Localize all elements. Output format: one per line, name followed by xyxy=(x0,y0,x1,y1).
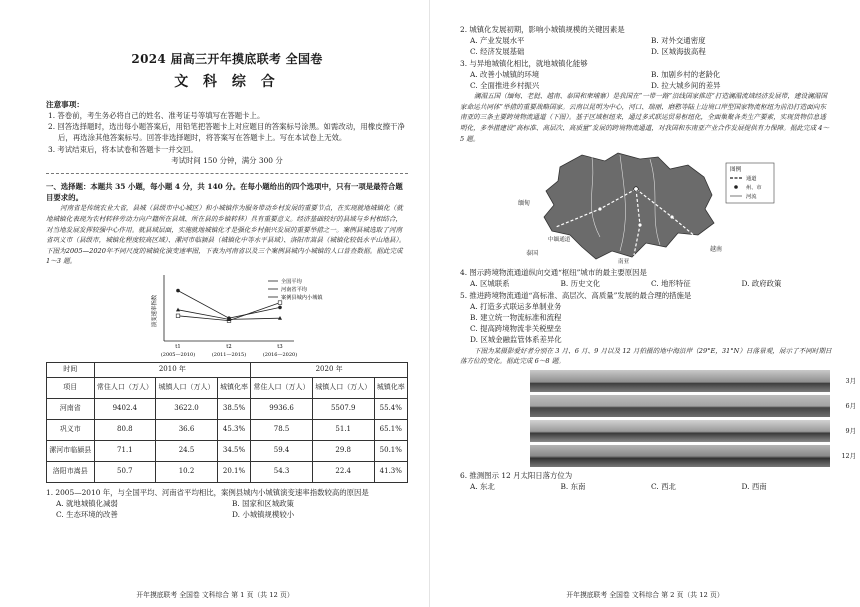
legend-label: 河南省平均 xyxy=(281,286,307,293)
option-d[interactable]: D. 区城海拔高程 xyxy=(651,47,706,57)
option-a[interactable]: A. 东北 xyxy=(470,482,495,491)
option-d[interactable]: D. 小城镇规模较小 xyxy=(232,510,295,520)
option-a[interactable]: A. 区城联系 xyxy=(470,279,510,289)
table-cell: 45.3% xyxy=(217,419,250,440)
table-cell: 36.6 xyxy=(156,419,218,440)
photo-label: 9月 xyxy=(845,426,856,435)
table-cell: 80.8 xyxy=(94,419,156,440)
table-cell: 29.8 xyxy=(312,440,374,461)
table-subheader-cell: 常住人口（万人） xyxy=(251,377,313,398)
x-period-label: (2016—2020) xyxy=(262,351,298,358)
option-b[interactable]: B. 加剧乡村的老龄化 xyxy=(651,69,721,79)
question-5-stem: 5. 推进跨境物流通道“高标准、高层次、高质量”发展的最合理的措施是 xyxy=(460,290,692,300)
page-footer: 开年摸底联考 全国卷 文科综合 第 1 页（共 12 页） xyxy=(136,591,294,599)
option-d[interactable]: D. 西南 xyxy=(741,482,767,491)
notice-item-3: 3. 考试结束后，将本试卷和答题卡一并交回。 xyxy=(48,144,198,154)
table-cell: 38.5% xyxy=(217,398,250,419)
legend-label: 全国平均 xyxy=(281,278,302,285)
table-cell: 22.4 xyxy=(312,461,374,482)
x-tick-label: t2 xyxy=(226,343,232,350)
option-b[interactable]: B. 国家和区城政策 xyxy=(232,499,294,509)
legend-item: 河流 xyxy=(746,194,757,201)
x-tick-label: t1 xyxy=(175,343,181,350)
data-point xyxy=(227,316,231,320)
sunset-photo-september xyxy=(530,420,856,442)
table-row xyxy=(47,440,408,461)
table-cell: 巩义市 xyxy=(47,419,95,440)
table-cell: 5507.9 xyxy=(312,398,374,419)
passage-1: 河南省是传统农业大省，县城（县级市中心城区）和小城镇作为服务带动乡村发展的重要节点，在实现就地城镇化（就地城镇化表现为农村转移劳动力向户籍所在县域、所在县的乡镇转移）具有重要意义。经济基础较好的县域与乡村相结合，对当地发展发挥较强中心作用。就县域层面，实施就地城镇化才是强化乡村振兴发展的重要举措之一。案例县城选取了河南省巩义市（县级市，城镇化程度较高区域）、漯河市临颍县（城镇化中等水平县域）、洛阳市嵩县（城镇化较低水平山地县）。下图为2005—2020年不同尺度的城镇化演变速率图，下表为河南省以及三个案例县城内小城镇的人口普查数据。据此完成 1～3 题。 xyxy=(46,204,406,266)
table-cell: 河南省 xyxy=(47,398,95,419)
option-c[interactable]: C. 西北 xyxy=(651,482,676,491)
data-point xyxy=(176,308,180,312)
map-label-thailand: 泰国 xyxy=(526,250,539,258)
section-title: 一、选择题：本题共 35 小题，每小题 4 分，共 140 分。在每小题给出的四个选项中，只有一项是最符合题目要求的。 xyxy=(46,182,403,203)
page-footer: 开年摸底联考 全国卷 文科综合 第 2 页（共 12 页） xyxy=(566,591,724,599)
photo-label: 6月 xyxy=(845,401,856,410)
data-point xyxy=(176,289,180,293)
table-cell: 71.1 xyxy=(94,440,156,461)
question-3-options xyxy=(460,69,832,91)
option-c[interactable]: C. 生态环境的改善 xyxy=(56,510,118,520)
table-cell: 9402.4 xyxy=(94,398,156,419)
logistics-map xyxy=(500,147,790,265)
map-label-channel: 中缅通道 xyxy=(548,237,571,244)
population-table xyxy=(46,362,408,483)
table-cell: 10.2 xyxy=(156,461,218,482)
question-2-stem: 2. 城镇化发展初期，影响小城镇规模的关键因素是 xyxy=(460,25,625,34)
map-label-myanmar: 缅甸 xyxy=(518,200,531,208)
table-subheader-row xyxy=(47,377,408,398)
city-marker xyxy=(598,208,601,211)
table-cell: 55.4% xyxy=(374,398,407,419)
table-cell: 54.3 xyxy=(251,461,313,482)
data-point xyxy=(176,314,180,318)
notice-heading: 注意事项： xyxy=(46,100,84,109)
question-2-options xyxy=(460,35,832,57)
y-axis-label: 演变速率指数 xyxy=(152,294,158,328)
city-kunming xyxy=(634,187,638,191)
passage-2: 澜湄五国（缅甸、老挝、越南、泰国和柬埔寨）是我国在“一带一路”沿线国家推进“打造澜湄流域经济发展带，建设澜湄国家命运共同体”举措的重要战略国家。云南以昆明为中心，河口、瑞丽、磨憨等陆上边境口岸型国家物流枢纽为前沿打造面向东南亚的三条主要跨境物流通道（下图）。基于区域枢纽来，通过多式联运贸易枢纽化，全面集聚各类生产要素，实现货物信息透明化，多举措建设“高标准、高层次、高质量”发展的跨境物流通道，对我国和东南亚产业合作发展提供有力保障。据此完成 4～5 题。 xyxy=(460,92,830,143)
table-cell: 34.5% xyxy=(217,440,250,461)
option-c[interactable]: C. 地形特征 xyxy=(651,279,691,289)
table-cell: 漯河市临颍县 xyxy=(47,440,95,461)
option-a[interactable]: A. 改善小城镇的环境 xyxy=(470,69,540,79)
table-row xyxy=(47,419,408,440)
table-header-cell: 2020 年 xyxy=(251,362,408,377)
question-3-stem: 3. 与异地城镇化相比，就地城镇化能够 xyxy=(460,58,588,68)
urbanization-rate-chart xyxy=(46,269,408,359)
sunset-photo-december xyxy=(530,445,856,467)
data-point xyxy=(278,301,282,305)
table-header-cell: 2010 年 xyxy=(94,362,251,377)
table-cell: 洛阳市嵩县 xyxy=(47,461,95,482)
option-d[interactable]: D. 拉大城乡间的差异 xyxy=(651,81,721,91)
question-1-stem: 1. 2005—2010 年，与全国平均、河南省平均相比，案例县城内小城镇演变速率指数较高的原因是 xyxy=(46,487,369,497)
sunset-photo-march xyxy=(530,370,856,392)
table-cell: 59.4 xyxy=(251,440,313,461)
legend-city-symbol xyxy=(734,185,738,189)
exam-title: 2024 届高三开年摸底联考 全国卷 xyxy=(131,52,323,66)
separator xyxy=(46,173,408,174)
notice-item-1: 1. 答卷前，考生务必将自己的姓名、准考证号等填写在答题卡上。 xyxy=(48,111,265,120)
series-line xyxy=(178,291,280,319)
table-cell: 9936.6 xyxy=(251,398,313,419)
option-a[interactable]: A. 就地城镇化减弱 xyxy=(56,499,118,509)
exam-subject: 文 科 综 合 xyxy=(174,74,280,90)
option-a[interactable]: A. 产业发展水平 xyxy=(470,36,525,46)
table-cell: 50.7 xyxy=(94,461,156,482)
sunset-photos xyxy=(530,370,856,467)
option-a[interactable]: A. 打造多式联运多单制业务 xyxy=(470,301,562,311)
map-label-vietnam: 越南 xyxy=(710,246,723,254)
table-subheader-cell: 城镇化率 xyxy=(374,377,407,398)
x-period-label: (2005—2010) xyxy=(160,351,196,358)
option-b[interactable]: B. 历史文化 xyxy=(560,279,601,289)
question-6-options xyxy=(460,481,832,492)
option-c[interactable]: C. 经济发展基础 xyxy=(470,47,525,57)
table-subheader-cell: 城镇人口（万人） xyxy=(312,377,374,398)
option-d[interactable]: D. 区城金融监管体系差异化 xyxy=(470,335,562,345)
table-cell: 78.5 xyxy=(251,419,313,440)
x-tick-label: t3 xyxy=(277,343,283,350)
table-cell: 20.1% xyxy=(217,461,250,482)
table-subheader-cell: 常住人口（万人） xyxy=(94,377,156,398)
table-cell: 24.5 xyxy=(156,440,218,461)
sunset-photo-june xyxy=(530,395,856,417)
table-header-row xyxy=(47,362,408,377)
table-row xyxy=(47,461,408,482)
table-subheader-cell: 城镇人口（万人） xyxy=(156,377,218,398)
photo-label: 12月 xyxy=(841,451,856,460)
option-b[interactable]: B. 建立统一物流标准和流程 xyxy=(470,313,562,322)
question-6-stem: 6. 推测图示 12 月太阳日落方位为 xyxy=(460,470,573,480)
exam-time: 考试时间 150 分钟，满分 300 分 xyxy=(171,155,283,165)
table-subheader-cell: 城镇化率 xyxy=(217,377,250,398)
notice-item-2: 2. 回答选择题时，选出每小题答案后，用铅笔把答题卡上对应题目的答案标号涂黑。如需改动，用橡皮擦干净后，再选涂其他答案标号。回答非选择题时，将答案写在答题卡上。写在本试卷上无效。 xyxy=(48,122,405,143)
question-1-options xyxy=(46,498,408,520)
city-marker xyxy=(638,224,641,227)
passage-3: 下图为某摄影爱好者分别在 3 月、6 月、9 月以及 12 月拍摄的地中海沿岸（29°E，31°N）日落景观，展示了不同时期日落方位的变化。据此完成 6～8 题。 xyxy=(460,346,832,366)
x-period-label: (2011—2015) xyxy=(211,351,247,358)
option-b[interactable]: B. 东南 xyxy=(560,482,586,491)
table-cell: 51.1 xyxy=(312,419,374,440)
legend-label: 案例县城内小城镇 xyxy=(281,294,323,301)
option-c[interactable]: C. 全面推进乡村振兴 xyxy=(470,81,540,91)
table-header-cell: 时间 xyxy=(47,362,95,377)
table-cell: 50.1% xyxy=(374,440,407,461)
yunnan-region xyxy=(544,153,714,259)
map-label-south: 南亚 xyxy=(618,259,630,266)
table-cell: 3622.0 xyxy=(156,398,218,419)
city-marker xyxy=(670,216,673,219)
photo-label: 3月 xyxy=(845,376,856,385)
question-4-stem: 4. 图示跨境物流通道纵向交通“枢纽”城市的最主要原因是 xyxy=(460,268,647,278)
right-page xyxy=(430,0,860,607)
question-4-options xyxy=(460,278,832,289)
legend-item: 通道 xyxy=(746,176,757,183)
option-b[interactable]: B. 对外交通密度 xyxy=(651,36,706,46)
table-cell: 41.3% xyxy=(374,461,407,482)
table-cell: 65.1% xyxy=(374,419,407,440)
table-subheader-cell: 项目 xyxy=(47,377,95,398)
table-row xyxy=(47,398,408,419)
data-point xyxy=(278,306,282,310)
question-5-options xyxy=(460,301,832,346)
option-d[interactable]: D. 政府政策 xyxy=(741,279,782,289)
legend-title: 图例 xyxy=(730,167,742,174)
option-c[interactable]: C. 提高跨境物流非关税壁垒 xyxy=(470,324,562,334)
legend-item: 州、市 xyxy=(746,185,762,192)
